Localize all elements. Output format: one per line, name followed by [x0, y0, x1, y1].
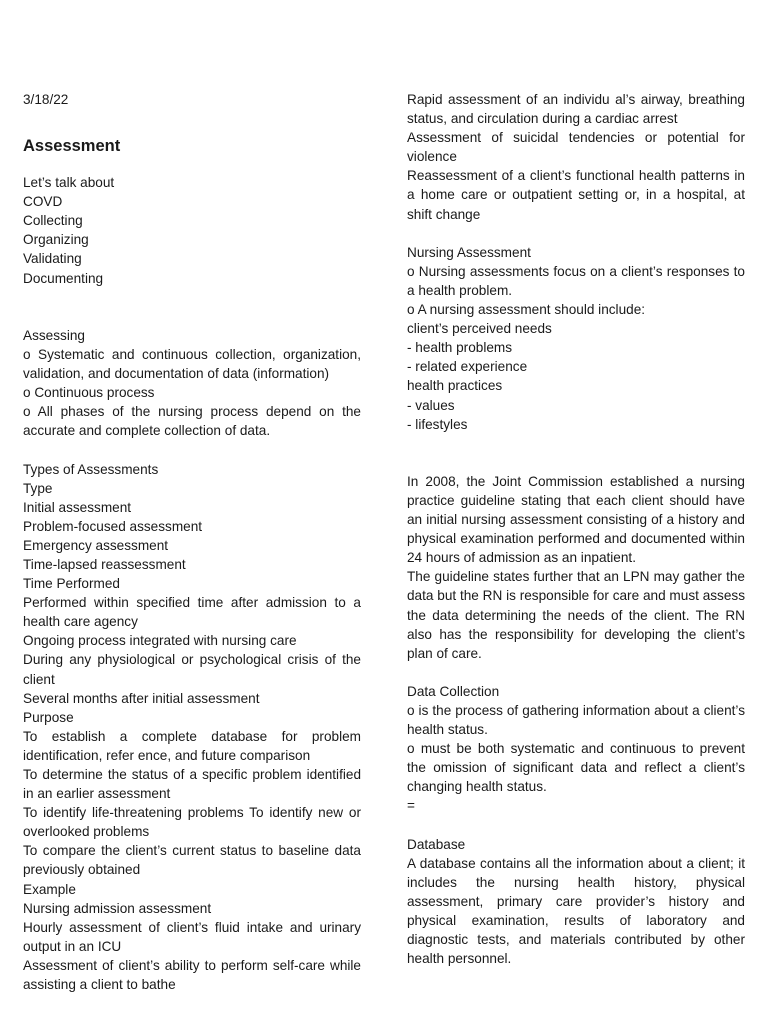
paragraph: o Continuous process: [23, 385, 155, 401]
list-item: - values: [407, 397, 455, 413]
list-item: Time-lapsed reassessment: [23, 556, 186, 572]
nursing-assessment-section: [407, 243, 745, 434]
paragraph: o A nursing assessment should include:: [407, 302, 646, 318]
section-title: Data Collection: [407, 683, 500, 699]
list-item: Problem-focused assessment: [23, 518, 203, 534]
intro-item: Let’s talk about: [23, 175, 115, 191]
paragraph: In 2008, the Joint Commission established a nursing practice guideline stating that each client should have an initial nursing assessment consisting of a history and physical examination performed and documented within 24 hours of admission as an inpatient.: [407, 473, 745, 566]
subheading: Time Performed: [23, 576, 120, 592]
paragraph: o Nursing assessments focus on a client’s responses to a health problem.: [407, 263, 745, 298]
list-item: Several months after initial assessment: [23, 690, 260, 706]
paragraph: o Systematic and continuous collection, organization, validation, and documentation of data (information): [23, 346, 361, 382]
list-item: To identify life-threatening problems To identify new or overlooked problems: [23, 805, 361, 840]
intro-item: Documenting: [23, 270, 104, 286]
list-item: Nursing admission assessment: [23, 900, 212, 916]
types-section: [23, 460, 361, 995]
list-item: health practices: [407, 378, 503, 394]
paragraph: =: [407, 798, 415, 814]
list-item: To establish a complete database for problem identification, refer ence, and future comparison: [23, 728, 361, 763]
intro-item: Collecting: [23, 213, 83, 229]
list-item: Assessment of client’s ability to perform self-care while assisting a client to bathe: [23, 957, 361, 993]
assessing-section: [23, 326, 361, 441]
paragraph: The guideline states further that an LPN may gather the data but the RN is responsible for care and must assess the data determining the needs of the client. The RN also has the responsibility for developing the client’s plan of care.: [407, 569, 745, 661]
list-item: Performed within specified time after admission to a health care agency: [23, 595, 361, 630]
section-title: Database: [407, 836, 466, 852]
joint-commission-section: [407, 472, 745, 663]
section-title: Assessing: [23, 327, 85, 343]
list-item: To compare the client’s current status to baseline data previously obtained: [23, 843, 361, 878]
list-item: Ongoing process integrated with nursing care: [23, 633, 297, 649]
paragraph: o must be both systematic and continuous to prevent the omission of significant data and reflect a client’s changing health status.: [407, 741, 745, 795]
paragraph: Assessment of suicidal tendencies or potential for violence: [407, 130, 745, 165]
database-section: [407, 835, 745, 969]
list-item: During any physiological or psychological crisis of the client: [23, 652, 361, 687]
list-item: - related experience: [407, 359, 528, 375]
subheading: Purpose: [23, 709, 74, 725]
list-item: - lifestyles: [407, 416, 468, 432]
subheading: Type: [23, 480, 53, 496]
list-item: client’s perceived needs: [407, 321, 552, 337]
data-collection-section: [407, 682, 745, 816]
date: 3/18/22: [23, 92, 69, 107]
section-title: Types of Assessments: [23, 461, 159, 477]
list-item: Hourly assessment of client’s fluid intake and urinary output in an ICU: [23, 919, 361, 954]
list-item: Emergency assessment: [23, 537, 169, 553]
paragraph: Reassessment of a client’s functional health patterns in a home care or outpatient setting or, in a hospital, at shift change: [407, 168, 745, 222]
intro-list: [23, 173, 361, 288]
paragraph: o is the process of gathering information about a client’s health status.: [407, 703, 745, 738]
list-item: Initial assessment: [23, 499, 132, 515]
paragraph: o All phases of the nursing process depend on the accurate and complete collection of data.: [23, 404, 361, 439]
intro-item: Validating: [23, 251, 82, 267]
left-column: [23, 90, 361, 994]
subheading: Example: [23, 881, 76, 897]
list-item: To determine the status of a specific problem identified in an earlier assessment: [23, 767, 361, 802]
intro-item: Organizing: [23, 232, 89, 248]
page-title: Assessment: [23, 137, 121, 156]
section-title: Nursing Assessment: [407, 244, 531, 260]
paragraph: Rapid assessment of an individu al’s airway, breathing status, and circulation during a cardiac arrest: [407, 92, 745, 127]
intro-item: COVD: [23, 194, 63, 210]
paragraph: A database contains all the information about a client; it includes the nursing health history, physical assessment, primary care provider’s history and physical examination, results of laboratory and diagnostic tests, and materials contributed by other health personnel.: [407, 855, 745, 967]
right-column: [407, 90, 745, 968]
list-item: - health problems: [407, 340, 513, 356]
